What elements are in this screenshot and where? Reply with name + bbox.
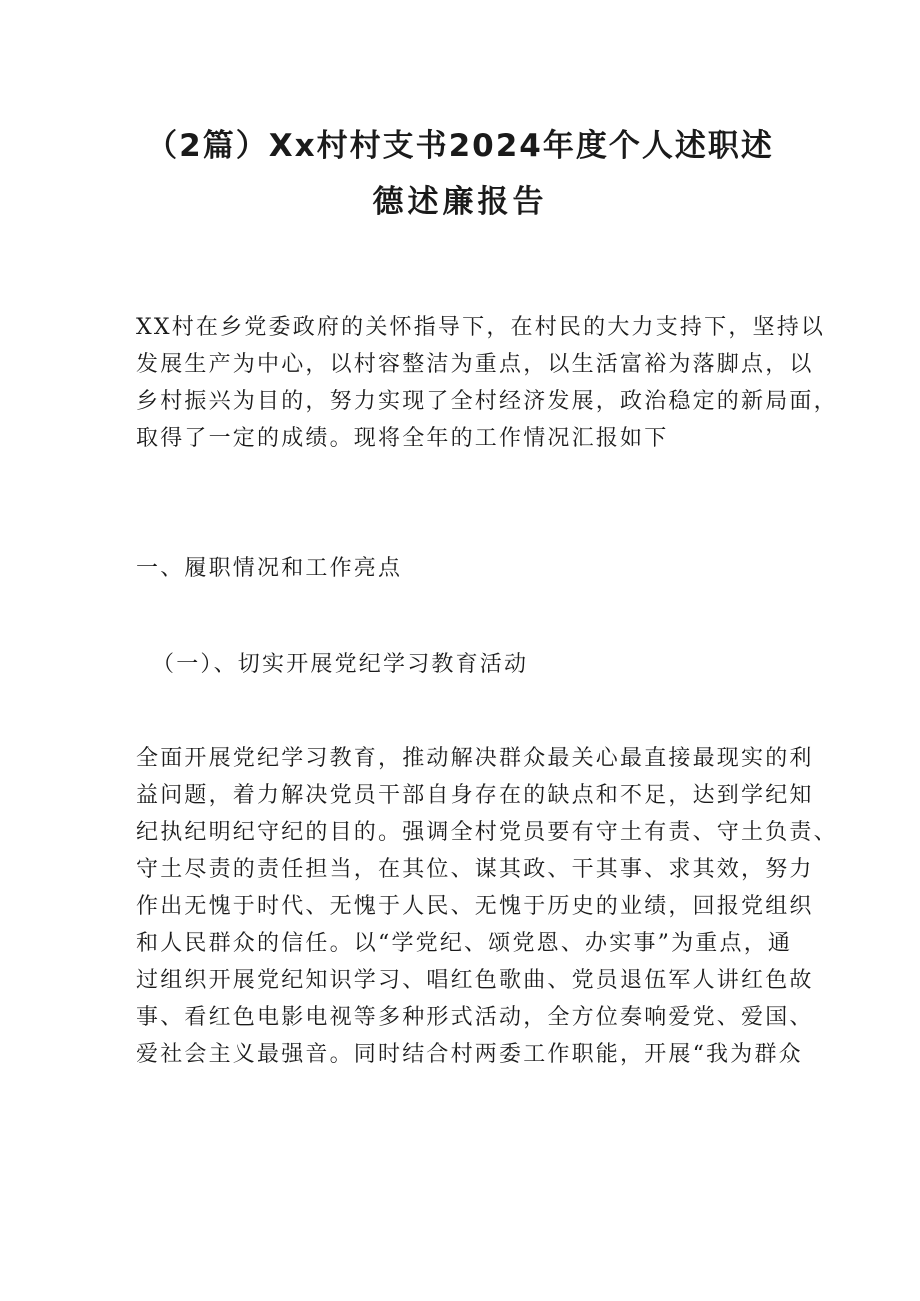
- text-line: 爱社会主义最强音。同时结合村两委工作职能，开展“我为群众: [136, 1042, 803, 1067]
- text-line: XX村在乡党委政府的关怀指导下，在村民的大力支持下，坚持以: [136, 315, 826, 340]
- text-line: 守土尽责的责任担当，在其位、谋其政、干其事、求其效，努力: [136, 857, 814, 882]
- document-title-line-1: （2篇）Xx村村支书2024年度个人述职述: [146, 128, 774, 164]
- text-line: 乡村振兴为目的，努力实现了全村经济发展，政治稳定的新局面，: [136, 389, 838, 414]
- text-line: 和人民群众的信任。以“学党纪、颂党恩、办实事”为重点，通: [136, 931, 793, 956]
- text-line: 发展生产为中心，以村容整洁为重点，以生活富裕为落脚点，以: [136, 352, 814, 377]
- intro-paragraph: [136, 309, 838, 457]
- body-paragraph: [136, 740, 838, 1073]
- text-line: 事、看红色电影电视等多种形式活动，全方位奏响爱党、爱国、: [136, 1005, 814, 1030]
- text-line: 益问题，着力解决党员干部自身存在的缺点和不足，达到学纪知: [136, 783, 814, 808]
- subsection-heading: （一）、切实开展党纪学习教育活动: [152, 652, 529, 677]
- text-line: 过组织开展党纪知识学习、唱红色歌曲、党员退伍军人讲红色故: [136, 968, 814, 993]
- section-heading: 一、履职情况和工作亮点: [136, 556, 403, 581]
- document-title-line-2: 德述廉报告: [372, 184, 548, 220]
- text-line: 纪执纪明纪守纪的目的。强调全村党员要有守土有责、守土负责、: [136, 820, 838, 845]
- text-line: 全面开展党纪学习教育，推动解决群众最关心最直接最现实的利: [136, 746, 814, 771]
- text-line: 作出无愧于时代、无愧于人民、无愧于历史的业绩，回报党组织: [136, 894, 814, 919]
- text-line: 取得了一定的成绩。现将全年的工作情况汇报如下: [136, 426, 669, 451]
